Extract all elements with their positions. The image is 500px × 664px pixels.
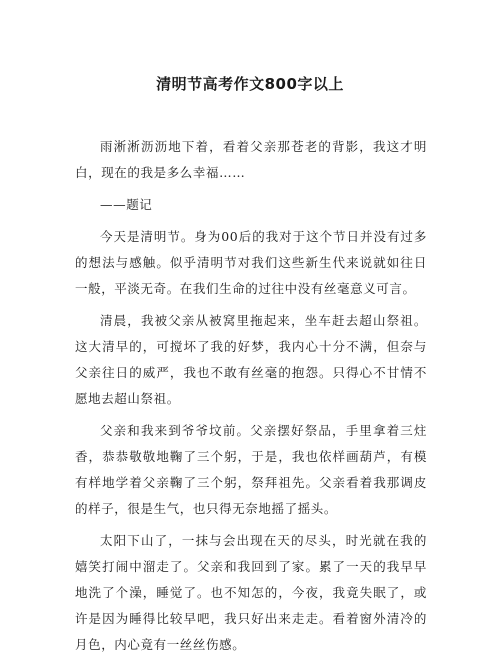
paragraph-morning: 清晨，我被父亲从被窝里拖起来，坐车赶去超山祭祖。这大清早的，可搅坏了我的好梦，我内心十分不满，但奈与父亲往日的威严，我也不敢有丝毫的抱怨。只得心不甘情不愿地去超山祭祖。 xyxy=(75,313,427,406)
document-body xyxy=(75,134,427,664)
paragraph-epigraph-note: ——题记 xyxy=(100,197,153,212)
paragraph-intro: 雨淅淅沥沥地下着，看着父亲那苍老的背影，我这才明白，现在的我是多么幸福…… xyxy=(75,139,427,180)
document-title: 清明节高考作文800字以上 xyxy=(156,75,344,93)
paragraph-tomb-sweeping: 父亲和我来到爷爷坟前。父亲摆好祭品，手里拿着三炷香，恭恭敬敬地鞠了三个躬，于是，我也依样画葫芦，有模有样地学着父亲鞠了三个躬，祭拜祖先。父亲看着我那调皮的样子，很是生气，也只得无奈地摇了摇头。 xyxy=(75,423,427,516)
paragraph-qingming-day: 今天是清明节。身为00后的我对于这个节日并没有过多的想法与感触。似乎清明节对我们这些新生代来说就如往日一般，平淡无奇。在我们生命的过往中没有丝毫意义可言。 xyxy=(75,229,427,296)
paragraph-sunset: 太阳下山了，一抹与会出现在天的尽头，时光就在我的嬉笑打闹中溜走了。父亲和我回到了家。累了一天的我早早地洗了个澡，睡觉了。也不知怎的，今夜，我竟失眠了，或许是因为睡得比较早吧，我只好出来走走。看着窗外清冷的月色，内心竟有一丝丝伤感。 xyxy=(75,533,427,652)
